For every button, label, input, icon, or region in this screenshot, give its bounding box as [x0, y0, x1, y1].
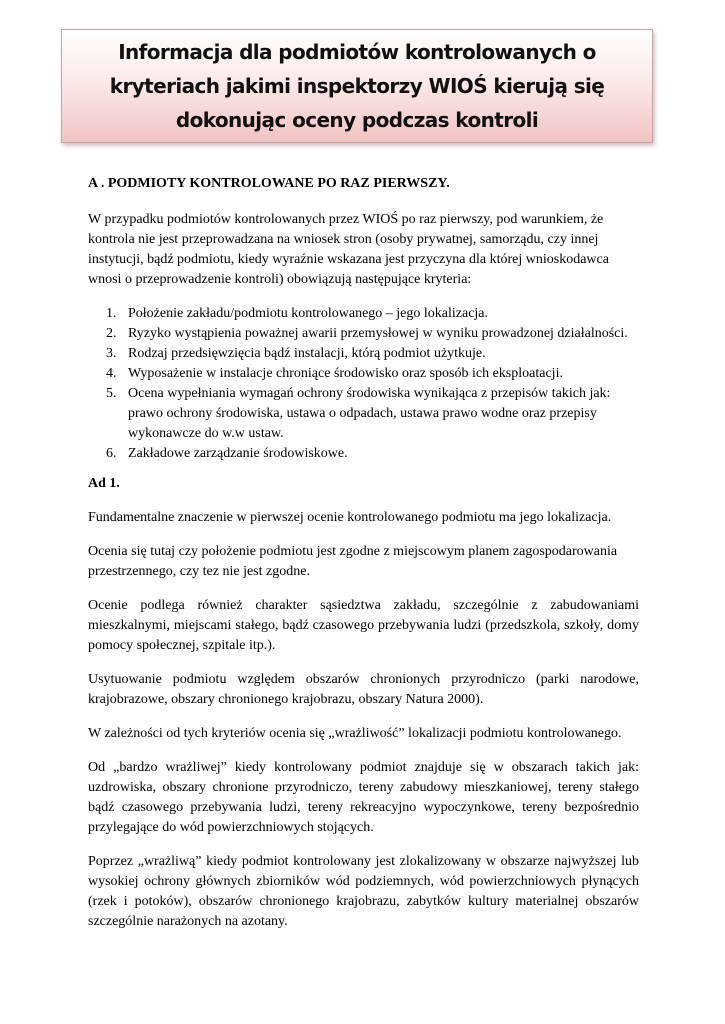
- criteria-number: 6.: [106, 446, 117, 461]
- ad1-paragraph: Fundamentalne znaczenie w pierwszej ocenie kontrolowanego podmiotu ma jego lokalizacja.: [88, 510, 612, 525]
- criteria-text: Rodzaj przedsięwzięcia bądź instalacji, którą podmiot użytkuje.: [128, 346, 486, 361]
- document-title: Informacja dla podmiotów kontrolowanych o kryteriach jakimi inspektorzy WIOŚ kierują się dokonując oceny podczas kontroli: [109, 40, 605, 132]
- criteria-item: [88, 364, 639, 384]
- criteria-text: Położenie zakładu/podmiotu kontrolowanego – jego lokalizacja.: [128, 306, 489, 321]
- criteria-item: [88, 384, 639, 444]
- section-a-intro: W przypadku podmiotów kontrolowanych przez WIOŚ po raz pierwszy, pod warunkiem, że kontrola nie jest przeprowadzana na wniosek stron (osoby prywatnej, samorządu, czy innej instytucji, bądź podmiotu, kiedy wyraźnie wskazana jest przyczyna dla której wnioskodawca wnosi o przeprowadzenie kontroli) obowiązują następujące kryteria:: [88, 212, 609, 287]
- ad1-paragraph: Poprzez „wrażliwą” kiedy podmiot kontrolowany jest zlokalizowany w obszarze najwyższej lub wysokiej ochrony głównych zbiorników wód podziemnych, wód powierzchniowych płynących (rzek i potoków), obszarów chronionego krajobrazu, zabytków kultury materialnej obszarów szczególnie narażonych na azotany.: [88, 854, 639, 929]
- ad1-paragraph: Od „bardzo wrażliwej” kiedy kontrolowany podmiot znajduje się w obszarach takich jak: uzdrowiska, obszary chronione przyrodniczo, tereny zabudowy mieszkaniowej, tereny stałego bądź czasowego przebywania ludzi, tereny rekreacyjno wypoczynkowe, tereny bezpośrednio przylegające do wód powierzchniowych stojących.: [88, 760, 639, 835]
- ad1-paragraph: Ocenia się tutaj czy położenie podmiotu jest zgodne z miejscowym planem zagospodarowania przestrzennego, czy tez nie jest zgodne.: [88, 544, 618, 579]
- criteria-number: 2.: [106, 326, 117, 341]
- criteria-text: Ryzyko wystąpienia poważnej awarii przemysłowej w wyniku prowadzonej działalności.: [128, 326, 628, 341]
- ad1-paragraph: Ocenie podlega również charakter sąsiedztwa zakładu, szczególnie z zabudowaniami mieszkalnymi, miejscami stałego, bądź czasowego przebywania ludzi (przedszkola, szkoły, domy pomocy społecznej, szpitale itp.).: [88, 598, 639, 653]
- document-title-box: [61, 29, 653, 143]
- criteria-number: 3.: [106, 346, 117, 361]
- criteria-text: Wyposażenie w instalacje chroniące środowisko oraz sposób ich eksploatacji.: [128, 366, 563, 381]
- criteria-item: [88, 324, 639, 344]
- criteria-number: 4.: [106, 366, 117, 381]
- criteria-item: [88, 344, 639, 364]
- criteria-number: 1.: [106, 306, 117, 321]
- ad1-heading: Ad 1.: [88, 476, 120, 491]
- section-a-heading: A . PODMIOTY KONTROLOWANE PO RAZ PIERWSZY.: [88, 176, 450, 191]
- criteria-item: [88, 304, 639, 324]
- ad1-paragraph: W zależności od tych kryteriów ocenia się „wrażliwość” lokalizacji podmiotu kontrolowanego.: [88, 726, 622, 741]
- criteria-text: Ocena wypełniania wymagań ochrony środowiska wynikająca z przepisów takich jak: prawo ochrony środowiska, ustawa o odpadach, ustawa prawo wodne oraz przepisy wykonawcze do w.w ustaw.: [128, 386, 611, 441]
- document-body: [88, 174, 639, 946]
- criteria-number: 5.: [106, 386, 117, 401]
- criteria-item: [88, 444, 639, 464]
- criteria-text: Zakładowe zarządzanie środowiskowe.: [128, 446, 348, 461]
- ad1-paragraph: Usytuowanie podmiotu względem obszarów chronionych przyrodniczo (parki narodowe, krajobrazowe, obszary chronionego krajobrazu, obszary Natura 2000).: [88, 672, 639, 707]
- criteria-list: [88, 304, 639, 464]
